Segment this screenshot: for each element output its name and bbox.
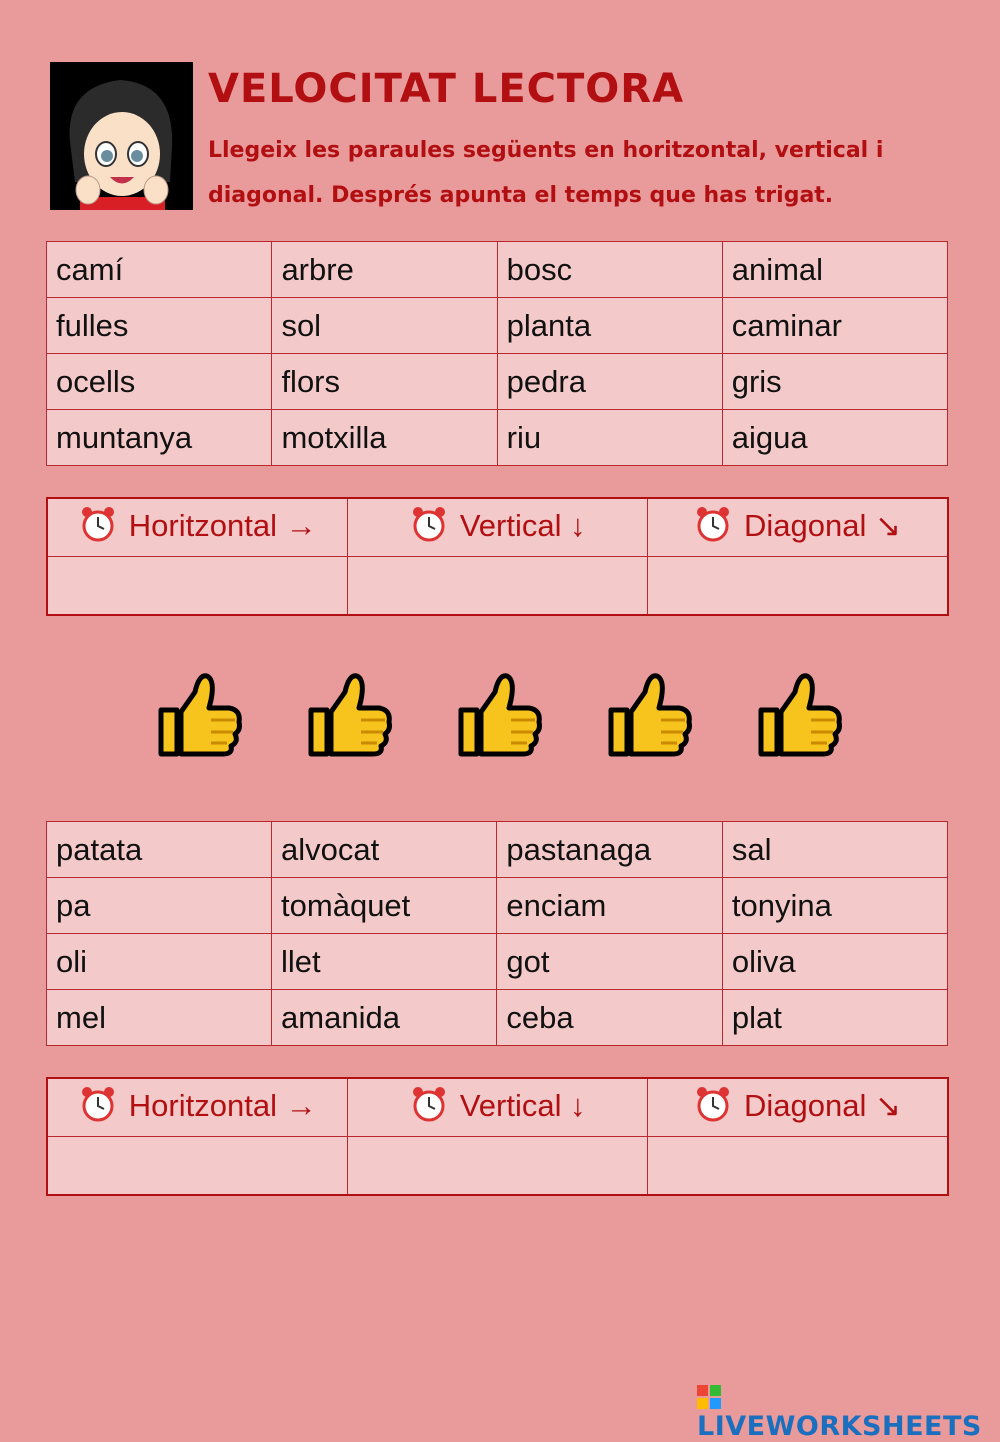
word-cell: oliva [722,934,947,990]
liveworksheets-logo [697,1380,997,1442]
table-row [47,822,948,878]
table-row [47,410,948,466]
thumbs-up-icon [455,670,543,758]
time-input-diagonal[interactable] [648,557,948,616]
liveworksheets-icon [697,1385,721,1409]
instructions: Llegeix les paraules següents en horitzontal, vertical i diagonal. Després apunta el temps que has trigat. [208,138,884,208]
word-cell: arbre [272,242,497,298]
word-cell: camí [47,242,272,298]
thumbs-up-icon [605,670,693,758]
timer-header-horizontal [47,498,348,557]
table-row [47,242,948,298]
word-cell: patata [47,822,272,878]
word-cell: mel [47,990,272,1046]
timer-header-diagonal [648,498,948,557]
time-input-horizontal[interactable] [47,557,348,616]
word-cell: ceba [497,990,722,1046]
alarm-clock-icon [410,505,448,551]
alarm-clock-icon [410,1085,448,1131]
timer-label: Horitzontal → [128,1087,317,1123]
word-cell: pedra [497,354,722,410]
word-cell: plat [722,990,947,1046]
timer-table-2 [46,1077,949,1196]
thumbs-up-icon [755,670,843,758]
timer-label: Diagonal ↘ [744,1087,901,1123]
word-grid-2 [46,821,948,1046]
table-row [47,1078,948,1137]
thumbs-up-icon [155,670,243,758]
alarm-clock-icon [79,1085,117,1131]
thumbs-up-icon [305,670,393,758]
word-cell: ocells [47,354,272,410]
time-input-vertical[interactable] [348,1137,648,1196]
alarm-clock-icon [79,505,117,551]
table-row [47,498,948,557]
word-cell: tonyina [722,878,947,934]
timer-label: Diagonal ↘ [744,507,901,543]
page-title: VELOCITAT LECTORA [208,66,685,112]
table-row [47,878,948,934]
brand-text: LIVEWORKSHEETS [697,1411,982,1442]
word-cell: llet [272,934,497,990]
word-cell: flors [272,354,497,410]
word-cell: tomàquet [272,878,497,934]
timer-header-vertical [348,1078,648,1137]
word-cell: caminar [722,298,947,354]
word-cell: planta [497,298,722,354]
word-cell: amanida [272,990,497,1046]
word-cell: gris [722,354,947,410]
word-cell: pa [47,878,272,934]
timer-header-horizontal [47,1078,348,1137]
timer-label: Vertical ↓ [459,1087,586,1123]
word-cell: sol [272,298,497,354]
avatar [50,62,193,210]
timer-header-vertical [348,498,648,557]
timer-header-diagonal [648,1078,948,1137]
timer-label: Horitzontal → [128,507,317,543]
word-cell: alvocat [272,822,497,878]
time-input-vertical[interactable] [348,557,648,616]
time-input-diagonal[interactable] [648,1137,948,1196]
alarm-clock-icon [694,505,732,551]
table-row [47,298,948,354]
word-cell: fulles [47,298,272,354]
word-cell: oli [47,934,272,990]
table-row [47,1137,948,1196]
word-cell: enciam [497,878,722,934]
word-cell: bosc [497,242,722,298]
timer-label: Vertical ↓ [459,507,586,543]
time-input-horizontal[interactable] [47,1137,348,1196]
word-cell: sal [722,822,947,878]
word-cell: got [497,934,722,990]
word-cell: animal [722,242,947,298]
word-cell: muntanya [47,410,272,466]
word-cell: motxilla [272,410,497,466]
word-cell: aigua [722,410,947,466]
timer-table-1 [46,497,949,616]
table-row [47,934,948,990]
table-row [47,354,948,410]
word-cell: pastanaga [497,822,722,878]
thumbs-row [0,670,1000,760]
alarm-clock-icon [694,1085,732,1131]
word-grid-1 [46,241,948,466]
table-row [47,990,948,1046]
word-cell: riu [497,410,722,466]
table-row [47,557,948,616]
